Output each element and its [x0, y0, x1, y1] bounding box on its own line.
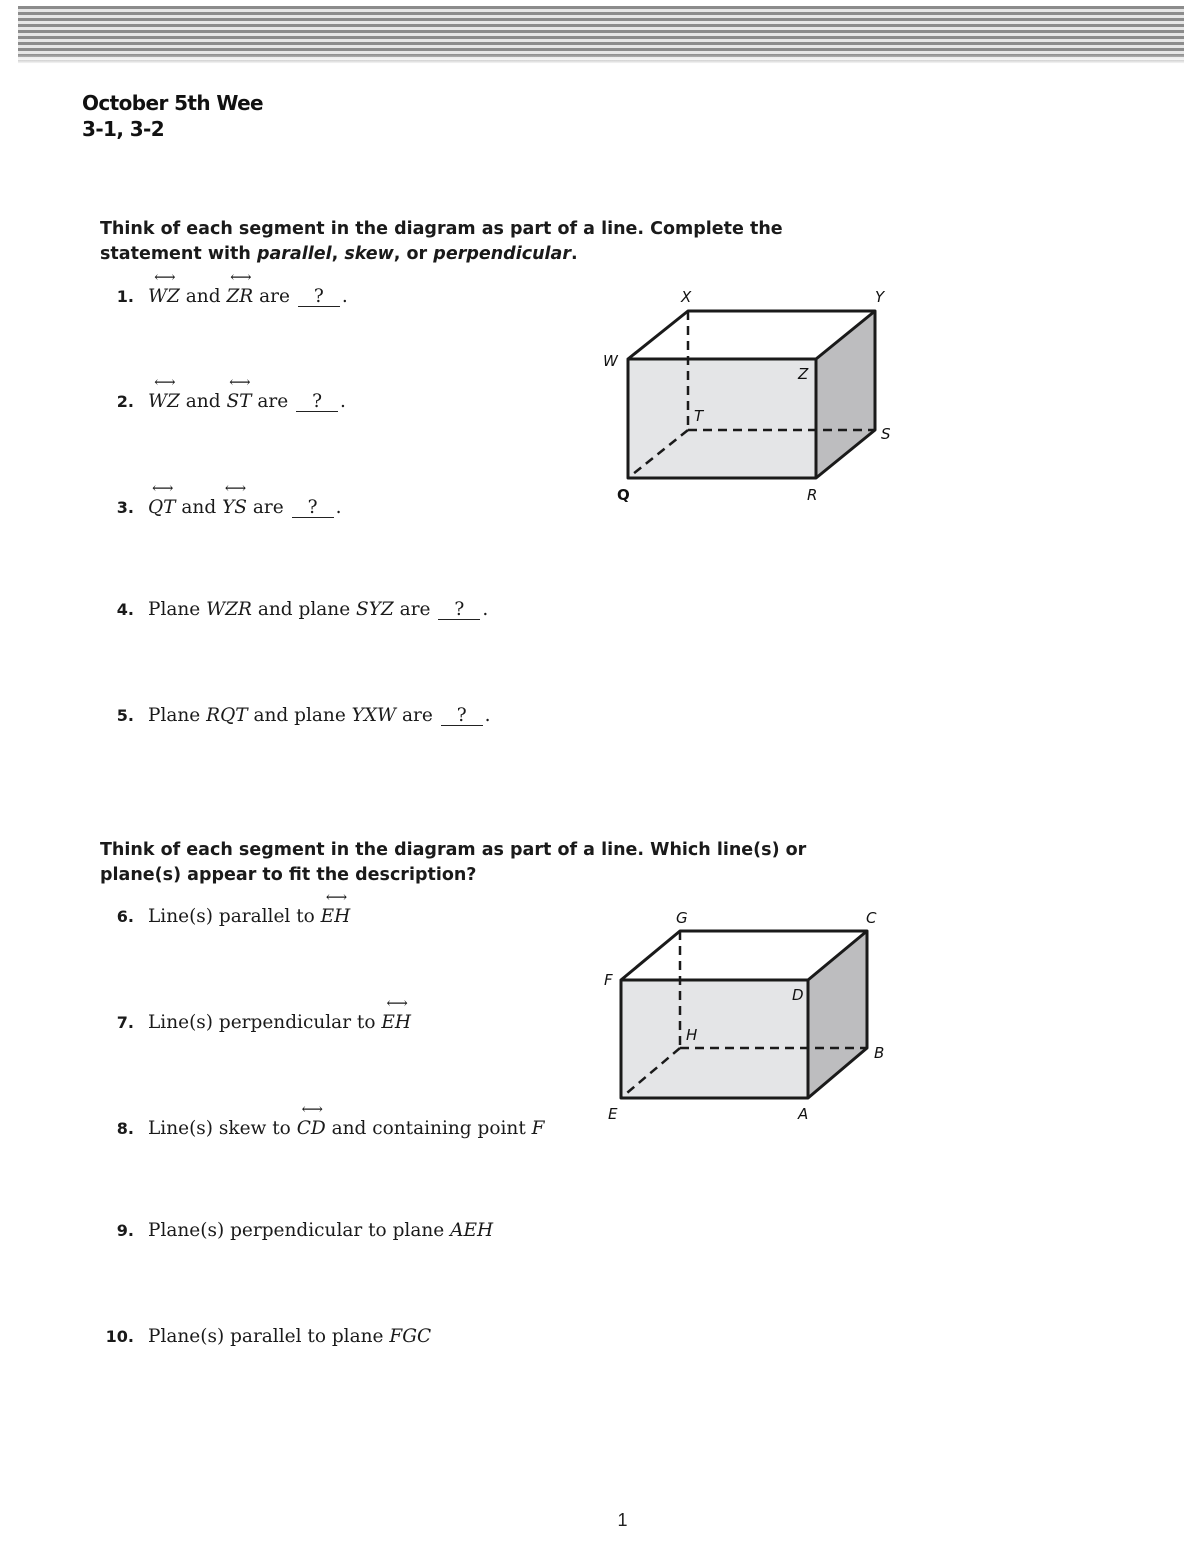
label-w: W: [603, 352, 618, 370]
header-stripe-banner: [18, 6, 1184, 64]
plane-wzr: WZR: [206, 599, 252, 620]
question-10: 10. Plane(s) parallel to plane FGC: [105, 1326, 432, 1347]
worksheet-header: [82, 90, 263, 142]
plane-rqt: RQT: [206, 705, 248, 726]
question-8: 8. Line(s) skew to ⟷ CD and containing point F: [100, 1114, 545, 1144]
section2-instruction: Think of each segment in the diagram as part of a line. Which line(s) or plane(s) appear to fit the description?: [100, 840, 807, 885]
label-e: E: [608, 1105, 618, 1123]
question-2: 2.⟷ WZ and ⟷ ST are ? .: [100, 387, 346, 417]
label-g: G: [676, 909, 688, 927]
plane-yxw: YXW: [351, 705, 397, 726]
question-7: 7. Line(s) perpendicular to ⟷ EH: [100, 1008, 411, 1038]
page-number: 1: [617, 1510, 628, 1530]
label-r: R: [807, 486, 818, 504]
label-h: H: [686, 1026, 698, 1044]
box-diagram-2-svg: [590, 900, 920, 1130]
question-1: 1.⟷ WZ and ⟷ ZR are ? .: [100, 282, 348, 312]
label-a: A: [798, 1105, 809, 1123]
line-eh: ⟷ EH: [321, 902, 351, 927]
label-f: F: [604, 971, 613, 989]
header-title: October 5th Wee: [82, 91, 264, 115]
label-s: S: [881, 425, 891, 443]
line-qt: ⟷ QT: [148, 493, 176, 518]
front-face: [621, 980, 808, 1098]
line-wz: ⟷ WZ: [148, 282, 180, 307]
question-9: 9. Plane(s) perpendicular to plane AEH: [116, 1220, 494, 1241]
box-diagram-2: [590, 900, 920, 1135]
answer-blank: ?: [296, 393, 338, 412]
question-5: 5. Plane RQT and plane YXW are ? .: [116, 705, 491, 726]
option-skew: skew: [344, 244, 394, 264]
line-eh: ⟷ EH: [381, 1008, 411, 1033]
answer-blank: ?: [298, 288, 340, 307]
label-b: B: [874, 1044, 885, 1062]
front-face: [628, 359, 816, 478]
point-f: F: [531, 1118, 545, 1139]
box-diagram-1: [590, 280, 920, 515]
section1-instruction: Think of each segment in the diagram as part of a line. Complete the statement with parallel, skew, or perpendicular.: [100, 219, 783, 264]
question-6: 6. Line(s) parallel to ⟷ EH: [100, 902, 350, 932]
plane-fgc: FGC: [389, 1326, 432, 1347]
line-wz: ⟷ WZ: [148, 387, 180, 412]
line-cd: ⟷ CD: [297, 1114, 326, 1139]
question-3: 3.⟷ QT and ⟷ YS are ? .: [100, 493, 341, 523]
label-y: Y: [875, 288, 885, 306]
answer-blank: ?: [292, 499, 334, 518]
label-z: Z: [798, 365, 809, 383]
label-q: Q: [617, 486, 630, 504]
question-4: 4. Plane WZR and plane SYZ are ? .: [116, 599, 489, 620]
line-st: ⟷ ST: [226, 387, 251, 412]
answer-blank: ?: [441, 707, 483, 726]
box-diagram-1-svg: [590, 280, 920, 510]
label-d: D: [792, 986, 804, 1004]
label-x: X: [681, 288, 692, 306]
option-perpendicular: perpendicular: [433, 244, 571, 264]
header-sections: 3-1, 3-2: [82, 117, 165, 141]
line-zr: ⟷ ZR: [226, 282, 253, 307]
option-parallel: parallel: [256, 244, 332, 264]
plane-aeh: AEH: [450, 1220, 494, 1241]
label-t: T: [694, 407, 704, 425]
plane-syz: SYZ: [356, 599, 394, 620]
label-c: C: [866, 909, 877, 927]
answer-blank: ?: [438, 601, 480, 620]
line-ys: ⟷ YS: [222, 493, 247, 518]
